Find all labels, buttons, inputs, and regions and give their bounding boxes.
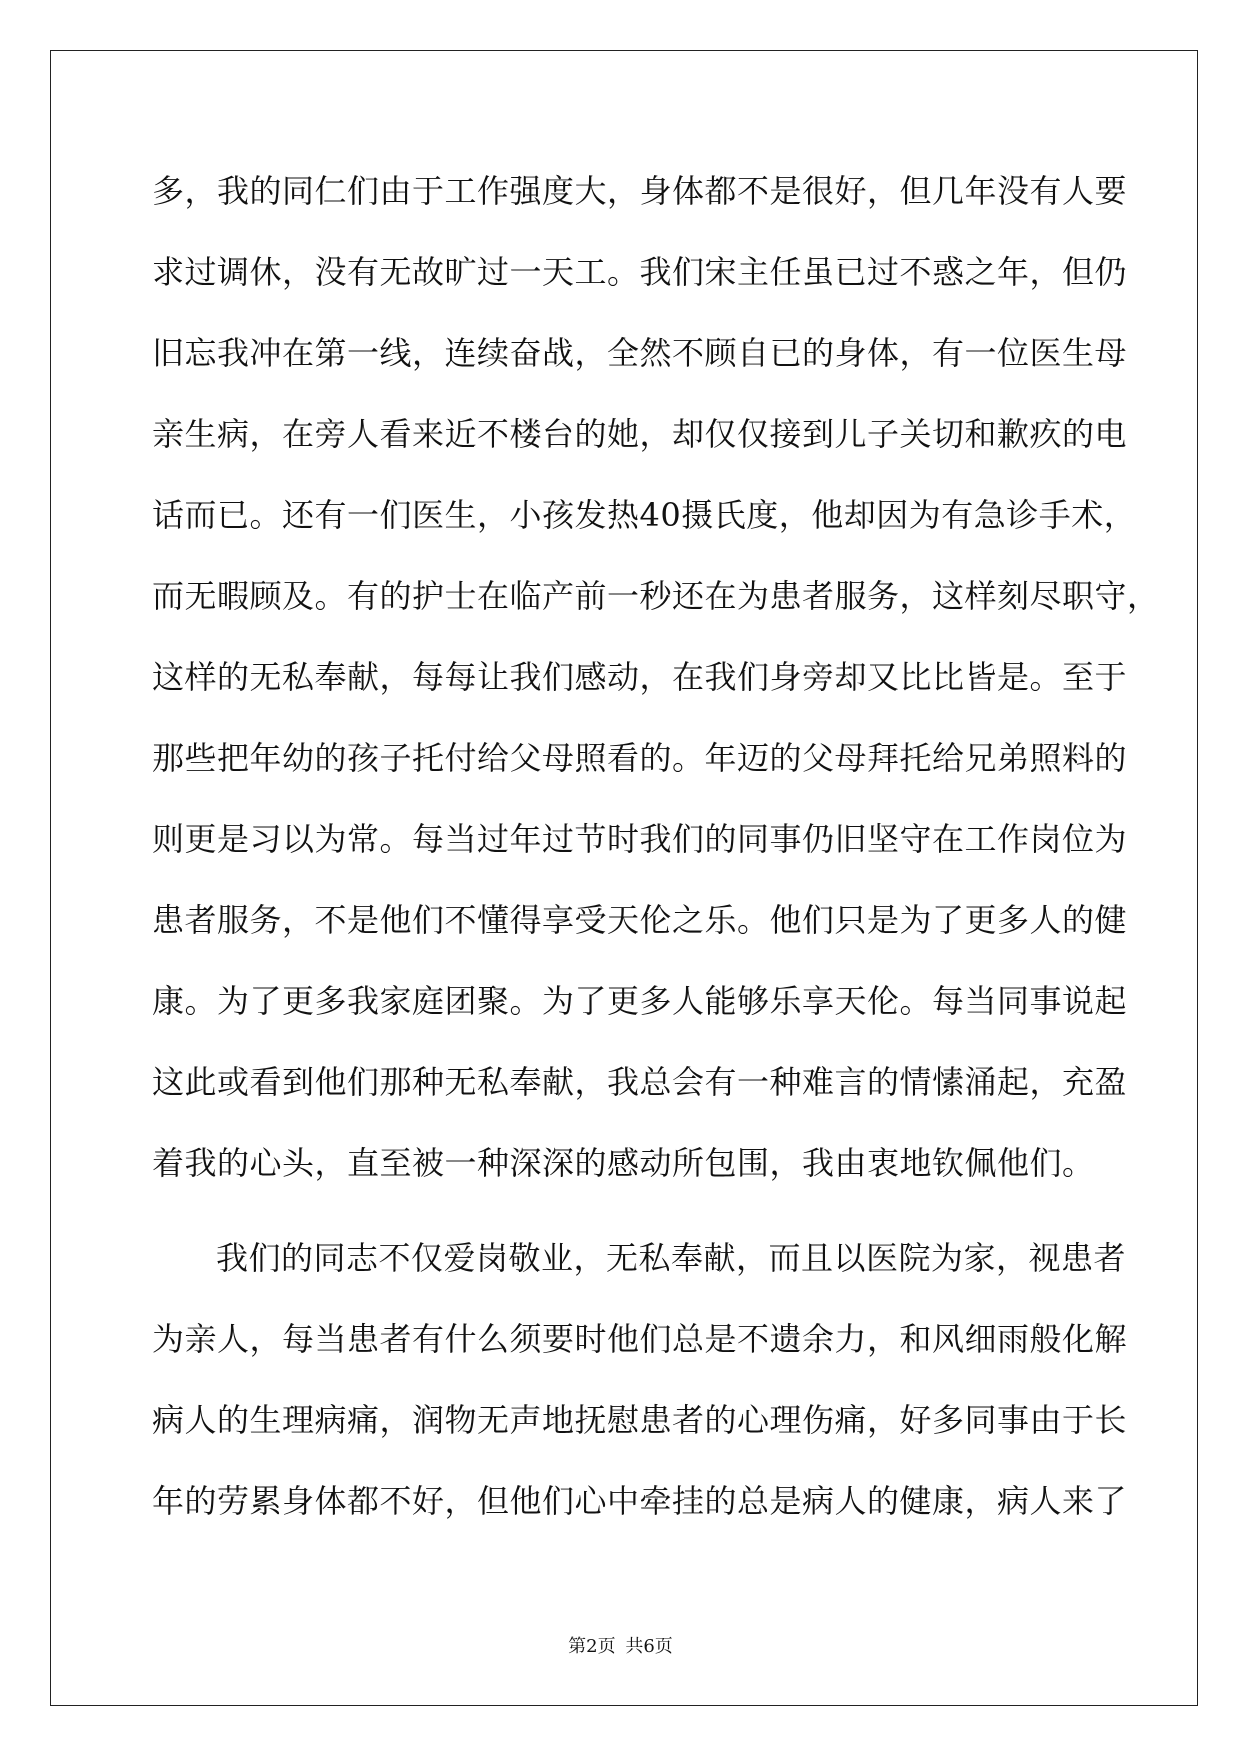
text-line: 着我的心头，直至被一种深深的感动所包围，我由衷地钦佩他们。 — [152, 1144, 1095, 1182]
text-line: 为亲人，每当患者有什么须要时他们总是不遗余力，和风细雨般化解 — [152, 1320, 1128, 1358]
text-line: 求过调休，没有无故旷过一天工。我们宋主任虽已过不惑之年，但仍 — [152, 253, 1128, 291]
text-line: 而无暇顾及。有的护士在临产前一秒还在为患者服务，这样刻尽职守， — [152, 577, 1160, 615]
document-body — [152, 162, 1160, 1553]
text-line: 病人的生理病痛，润物无声地抚慰患者的心理伤痛，好多同事由于长 — [152, 1401, 1128, 1439]
text-line: 多，我的同仁们由于工作强度大，身体都不是很好，但几年没有人要 — [152, 172, 1128, 210]
text-line: 那些把年幼的孩子托付给父母照看的。年迈的父母拜托给兄弟照料的 — [152, 739, 1128, 777]
page-footer — [0, 1632, 1241, 1658]
paragraph-gap — [152, 1215, 1092, 1229]
text-line: 旧忘我冲在第一线，连续奋战，全然不顾自已的身体，有一位医生母 — [152, 334, 1128, 372]
text-line: 康。为了更多我家庭团聚。为了更多人能够乐享天伦。每当同事说起 — [152, 982, 1128, 1020]
paragraph-1 — [152, 162, 1160, 1215]
text-line: 则更是习以为常。每当过年过节时我们的同事仍旧坚守在工作岗位为 — [152, 820, 1128, 858]
text-line: 这样的无私奉献，每每让我们感动，在我们身旁却又比比皆是。至于 — [152, 658, 1128, 696]
page-total: 共6页 — [625, 1636, 673, 1657]
text-line: 话而已。还有一们医生，小孩发热40摄氏度，他却因为有急诊手术， — [152, 496, 1137, 534]
text-line: 我们的同志不仅爱岗敬业，无私奉献，而且以医院为家，视患者 — [216, 1239, 1127, 1277]
text-line: 患者服务，不是他们不懂得享受天伦之乐。他们只是为了更多人的健 — [152, 901, 1128, 939]
page-number: 第2页 — [568, 1636, 616, 1657]
text-line: 这此或看到他们那种无私奉献，我总会有一种难言的情愫涌起，充盈 — [152, 1063, 1128, 1101]
text-line: 亲生病，在旁人看来近不楼台的她，却仅仅接到儿子关切和歉疚的电 — [152, 415, 1128, 453]
paragraph-2 — [152, 1229, 1128, 1553]
text-line: 年的劳累身体都不好，但他们心中牵挂的总是病人的健康，病人来了 — [152, 1482, 1128, 1520]
